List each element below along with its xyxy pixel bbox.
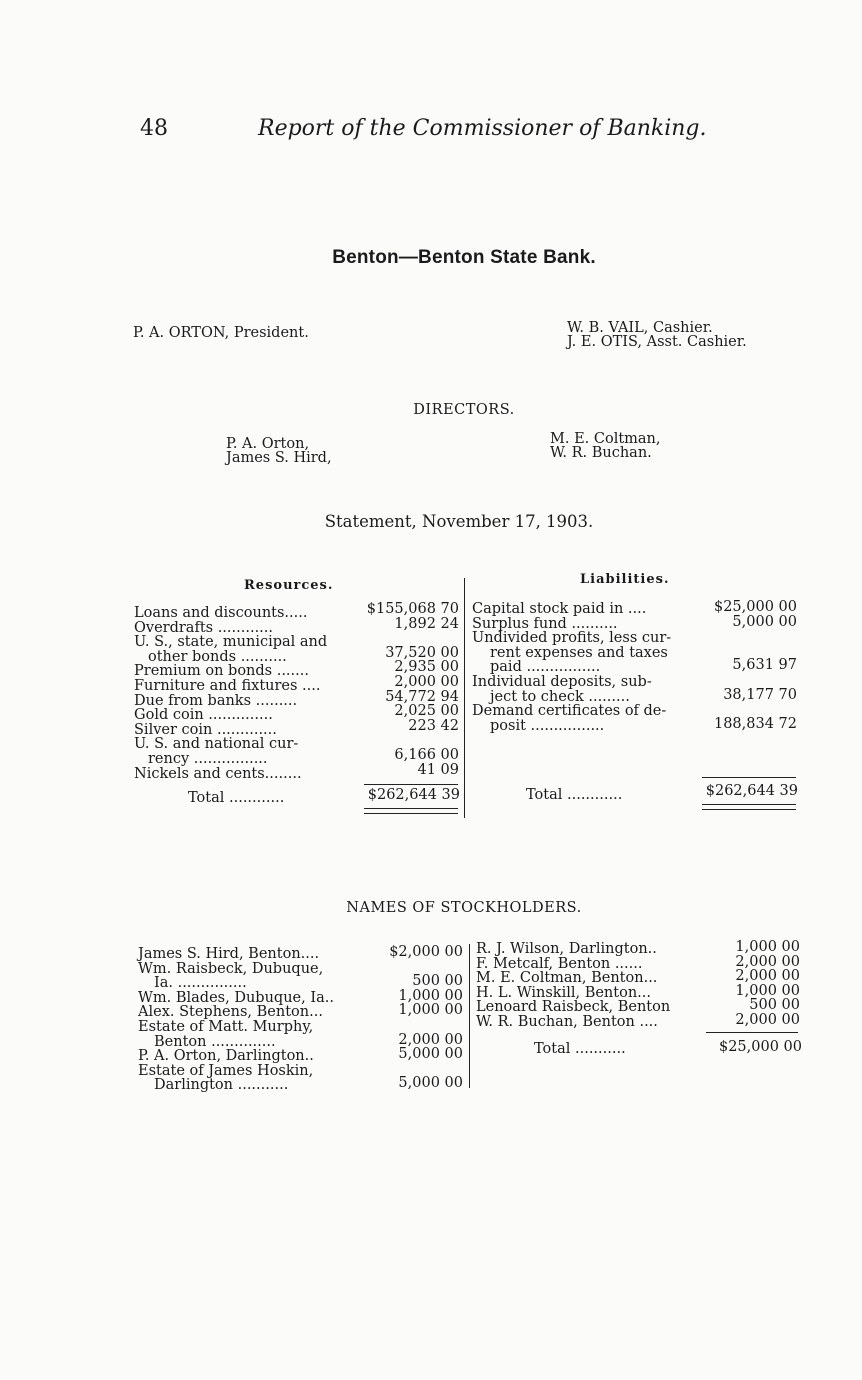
- stockholder-line: W. R. Buchan, Benton ....: [476, 1014, 658, 1030]
- stockholder-amount: 5,000 00: [398, 1046, 463, 1063]
- liabilities-heading: Liabilities.: [580, 572, 670, 587]
- resources-total-label: Total ............: [188, 790, 285, 806]
- stockholder-amount: 1,000 00: [735, 982, 800, 999]
- resource-amount: 6,166 00: [394, 747, 459, 763]
- liability-line: Undivided profits, less cur-: [472, 630, 672, 647]
- stockholder-amount: $2,000 00: [389, 944, 463, 960]
- resources-total-rule: [364, 784, 458, 785]
- resource-line: Premium on bonds .......: [134, 663, 309, 680]
- resource-amount: 41 09: [417, 761, 459, 778]
- resources-heading: Resources.: [244, 578, 334, 593]
- liability-amount: 5,000 00: [732, 613, 797, 630]
- stockholder-line: Alex. Stephens, Benton...: [138, 1004, 323, 1021]
- directors-heading: DIRECTORS.: [413, 402, 515, 418]
- resource-line: Gold coin ..............: [134, 707, 273, 724]
- stockholders-heading: NAMES OF STOCKHOLDERS.: [346, 900, 582, 916]
- liability-line: Surplus fund ..........: [472, 615, 618, 632]
- liability-amount: 38,177 70: [723, 686, 797, 703]
- stockholder-amount: 500 00: [749, 997, 800, 1014]
- resource-amount: 54,772 94: [385, 688, 459, 705]
- stockholder-line: Benton ..............: [154, 1033, 276, 1050]
- liability-line: ject to check .........: [490, 688, 630, 705]
- resource-line: Overdrafts ............: [134, 619, 274, 636]
- stockholders-total-value: $25,000 00: [718, 1039, 802, 1055]
- resource-amount: 2,935 00: [394, 659, 459, 676]
- liability-line: posit ................: [490, 717, 605, 734]
- resource-line: U. S. and national cur-: [134, 736, 299, 753]
- director-right-1: M. E. Coltman,: [550, 431, 661, 447]
- stockholder-amount: 1,000 00: [398, 1002, 463, 1019]
- stockholder-amount: 2,000 00: [398, 1031, 463, 1048]
- director-right-2: W. R. Buchan.: [550, 445, 652, 461]
- stockholder-line: M. E. Coltman, Benton...: [476, 970, 658, 987]
- resource-amount: 223 42: [408, 717, 459, 734]
- running-title: Report of the Commissioner of Banking.: [258, 116, 707, 141]
- page-number: 48: [140, 116, 168, 141]
- stockholders-total-rule: [706, 1032, 798, 1033]
- stockholder-line: H. L. Winskill, Benton...: [476, 984, 651, 1001]
- director-left-1: P. A. Orton,: [226, 436, 310, 452]
- stockholder-amount: 5,000 00: [398, 1075, 463, 1092]
- resource-amount: 37,520 00: [385, 644, 459, 661]
- stockholders-total-label: Total ...........: [534, 1041, 626, 1057]
- liabilities-total-rule: [702, 777, 796, 778]
- stockholder-amount: 500 00: [412, 973, 463, 990]
- stockholder-amount: 1,000 00: [735, 939, 800, 955]
- statement-title: Statement, November 17, 1903.: [324, 512, 594, 531]
- cashier: W. B. VAIL, Cashier.: [567, 320, 713, 336]
- liability-amount: 5,631 97: [732, 657, 797, 674]
- liability-amount: 188,834 72: [713, 715, 797, 732]
- president: P. A. ORTON, President.: [133, 325, 309, 341]
- stockholder-amount: 2,000 00: [735, 953, 800, 970]
- stockholders-column-rule: [469, 944, 470, 1088]
- liabilities-total-double-rule: [702, 804, 796, 810]
- resource-line: rency ................: [148, 751, 268, 767]
- stockholder-line: P. A. Orton, Darlington..: [138, 1048, 314, 1065]
- stockholder-line: Estate of Matt. Murphy,: [138, 1019, 314, 1035]
- resources-total-double-rule: [364, 808, 458, 814]
- stockholder-line: R. J. Wilson, Darlington..: [476, 941, 657, 957]
- resource-amount: $155,068 70: [366, 601, 459, 617]
- liability-line: paid ................: [490, 659, 601, 676]
- liability-line: Capital stock paid in ....: [472, 601, 647, 617]
- resource-line: other bonds ..........: [148, 648, 287, 665]
- asst-cashier: J. E. OTIS, Asst. Cashier.: [567, 334, 747, 350]
- stockholder-line: Lenoard Raisbeck, Benton: [476, 999, 671, 1016]
- resource-line: Furniture and fixtures ....: [134, 678, 321, 694]
- stockholder-amount: 1,000 00: [398, 987, 463, 1004]
- stockholder-line: Estate of James Hoskin,: [138, 1062, 314, 1079]
- resource-amount: 2,025 00: [394, 703, 459, 720]
- stockholder-line: Wm. Blades, Dubuque, Ia..: [138, 989, 334, 1006]
- resource-amount: 2,000 00: [394, 674, 459, 690]
- resources-total-value: $262,644 39: [367, 787, 460, 803]
- stockholder-line: Darlington ...........: [154, 1077, 289, 1094]
- stockholder-line: James S. Hird, Benton....: [138, 946, 320, 962]
- resource-line: Loans and discounts.....: [134, 605, 308, 621]
- resource-line: Silver coin .............: [134, 721, 277, 738]
- resource-line: Due from banks .........: [134, 692, 298, 709]
- liability-line: rent expenses and taxes: [490, 644, 668, 661]
- liabilities-total-label: Total ............: [526, 787, 623, 803]
- statement-column-rule: [464, 578, 465, 818]
- stockholder-amount: 2,000 00: [735, 968, 800, 985]
- director-left-2: James S. Hird,: [226, 450, 332, 466]
- stockholder-line: Ia. ...............: [154, 975, 247, 992]
- liability-line: Individual deposits, sub-: [472, 674, 652, 690]
- resource-line: U. S., state, municipal and: [134, 634, 328, 651]
- liability-amount: $25,000 00: [713, 599, 797, 615]
- bank-title: Benton—Benton State Bank.: [332, 247, 596, 268]
- liability-line: Demand certificates of de-: [472, 703, 667, 720]
- resource-line: Nickels and cents........: [134, 765, 302, 782]
- liabilities-total-value: $262,644 39: [705, 783, 798, 799]
- stockholder-amount: 2,000 00: [735, 1012, 800, 1028]
- stockholder-line: F. Metcalf, Benton ......: [476, 955, 643, 972]
- resource-amount: 1,892 24: [394, 615, 459, 632]
- stockholder-line: Wm. Raisbeck, Dubuque,: [138, 960, 324, 977]
